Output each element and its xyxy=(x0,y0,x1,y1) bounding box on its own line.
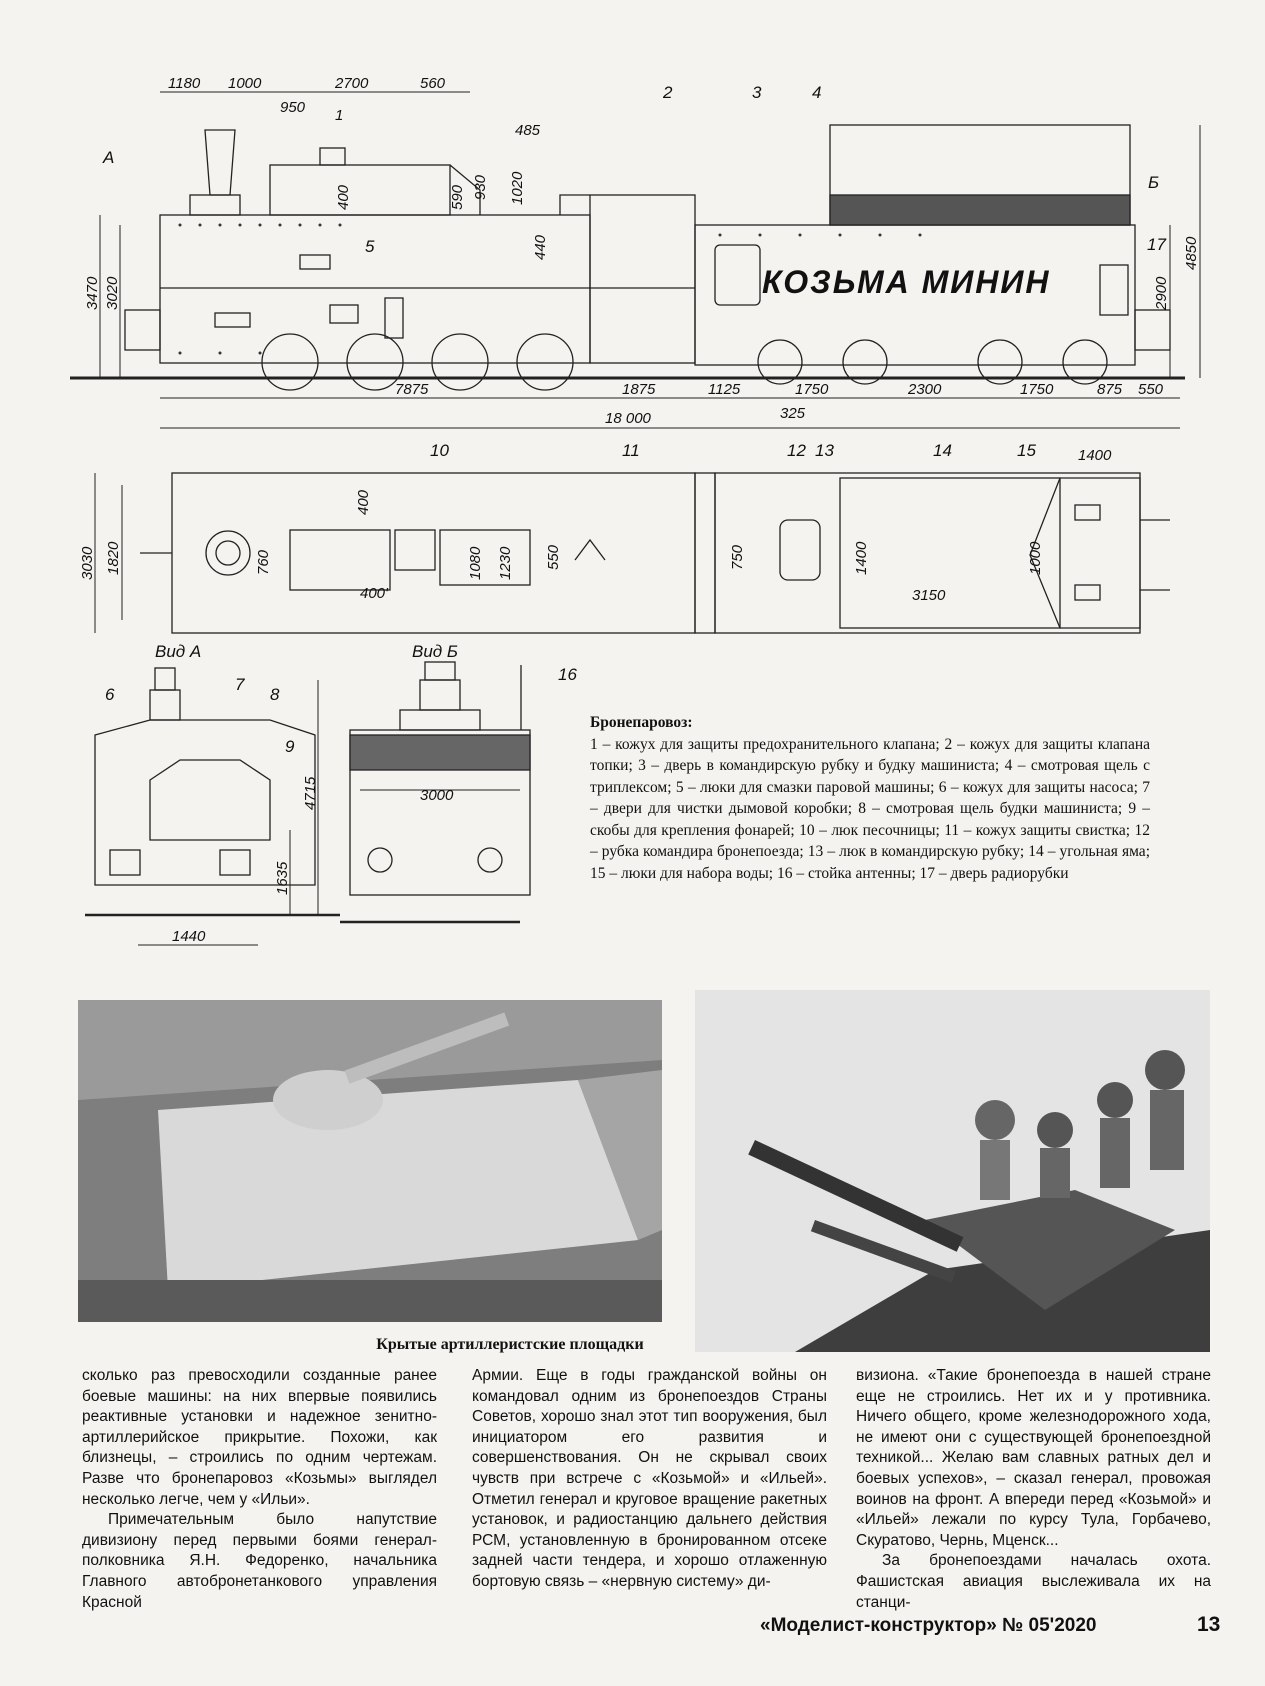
callout-3: 3 xyxy=(752,83,762,102)
page-number: 13 xyxy=(1197,1613,1221,1636)
dim-1020: 1020 xyxy=(509,171,526,205)
magazine-footer: «Моделист-конструктор» № 05'2020 xyxy=(760,1615,1097,1636)
dim-1125: 1125 xyxy=(708,381,741,398)
dim-1400-h: 1400 xyxy=(1078,447,1112,464)
dim-3030: 3030 xyxy=(79,546,96,580)
dim-7875: 7875 xyxy=(395,381,429,398)
photo-crew-turrets xyxy=(695,990,1210,1352)
dim-325: 325 xyxy=(780,405,806,422)
callout-2: 2 xyxy=(663,83,673,102)
side-view xyxy=(70,92,1200,428)
dim-1750b: 1750 xyxy=(1020,381,1054,398)
text-column-3 xyxy=(856,1366,1211,1613)
callout-6: 6 xyxy=(105,685,115,704)
dim-3470: 3470 xyxy=(84,276,101,310)
callout-17: 17 xyxy=(1147,235,1166,254)
dim-550: 550 xyxy=(1138,381,1164,398)
callout-15: 15 xyxy=(1017,441,1036,460)
callout-12: 12 xyxy=(787,441,806,460)
dim-1000: 1000 xyxy=(228,75,262,92)
dim-1080: 1080 xyxy=(467,546,484,580)
callout-11: 11 xyxy=(622,441,640,460)
dim-560: 560 xyxy=(420,75,446,92)
callout-13: 13 xyxy=(815,441,834,460)
view-b-title: Вид Б xyxy=(412,642,458,661)
text-column-1 xyxy=(82,1366,437,1613)
callout-14: 14 xyxy=(933,441,952,460)
dim-1440: 1440 xyxy=(172,928,206,945)
legend-title: Бронепаровоз: xyxy=(590,714,693,731)
dim-top-400: 400 xyxy=(355,489,372,515)
paragraph: Примечательным было напутствие дивизиону перед первыми боями генерал-полковника Я.Н. Федоренко, начальника Главного автобронетанкового управления Красной xyxy=(82,1511,437,1611)
dim-950: 950 xyxy=(280,99,306,116)
dim-3020: 3020 xyxy=(104,276,121,310)
paragraph: сколько раз превосходили созданные ранее боевые машины: на них впервые появились реактивные установки и надежное зенитно-артиллерийское прикрытие. Похожи, как близнецы, – строились по одним чертежам. Разве что бронепаровоз «Козьмы» выглядел несколько легче, чем у «Ильи». xyxy=(82,1367,437,1508)
dim-4715: 4715 xyxy=(302,776,319,810)
callout-9: 9 xyxy=(285,737,295,756)
paragraph: визиона. «Такие бронепоезда в нашей стране еще не строились. Нет их и у противника. Ничего общего, кроме железнодорожного хода, не имеют они с существующей бронепоездной техникой... Желаю вам славных ратных дел и боевых успехов», – сказал генерал, провожая воинов на фронт. А впереди перед «Козьмой» и «Ильей» лежали по курсу Тула, Горбачево, Скуратово, Чернь, Мценск... xyxy=(856,1367,1211,1549)
dim-1000: 1000 xyxy=(1027,541,1044,575)
dim-750: 750 xyxy=(729,544,746,570)
view-a-title: Вид А xyxy=(155,642,202,661)
dim-550-top: 550 xyxy=(545,544,562,570)
dim-1180: 1180 xyxy=(168,75,201,92)
paragraph: За бронепоездами началась охота. Фашистская авиация выслеживала их на станци- xyxy=(856,1552,1211,1611)
paragraph: Армии. Еще в годы гражданской войны он командовал одним из бронепоездов Страны Советов, хорошо знал этот тип вооружения, был инициатором его развития и совершенствования. Он не скрывал своих чувств при встрече с «Козьмой» и «Ильей». Отметил генерал и круговое вращение ракетных установок, и радиостанцию дальнего действия РСМ, установленную в бронированном отсеке задней части тендера, и хорошо отлаженную бортовую связь – «нервную систему» ди- xyxy=(472,1367,827,1590)
callout-16: 16 xyxy=(558,665,577,684)
dim-760: 760 xyxy=(255,549,272,575)
callout-8: 8 xyxy=(270,685,280,704)
callout-10: 10 xyxy=(430,441,449,460)
dim-4850: 4850 xyxy=(1183,236,1200,270)
text-column-2 xyxy=(472,1366,827,1593)
dim-1820: 1820 xyxy=(105,541,122,575)
section-a-label: А xyxy=(103,148,115,167)
callout-4: 4 xyxy=(812,83,822,102)
dim-1400-v: 1400 xyxy=(853,541,870,575)
dim-440: 440 xyxy=(532,234,549,260)
dim-485: 485 xyxy=(515,122,541,139)
legend xyxy=(590,712,1150,884)
callout-5: 5 xyxy=(365,237,375,256)
dim-total-length: 18 000 xyxy=(605,410,651,427)
dim-875: 875 xyxy=(1097,381,1123,398)
photo-caption: Крытые артиллеристские площадки xyxy=(376,1336,644,1353)
legend-text: 1 – кожух для защиты предохранительного клапана; 2 – кожух для защиты клапана топки; 3 – дверь в командирскую рубку и будку машиниста; 4 – смотровая щель с триплексом; 5 – люки для смазки паровой машины; 6 – кожух для защиты насоса; 7 – двери для чистки дымовой коробки; 8 – смотровая щель будки машиниста; 9 – скобы для крепления фонарей; 10 – люк песочницы; 11 – кожух защиты свистка; 12 – рубка командира бронепоезда; 13 – люк в командирскую рубку; 14 – угольная яма; 15 – люки для набора воды; 16 – стойка антенны; 17 – дверь радиорубки xyxy=(590,735,1150,882)
callout-1: 1 xyxy=(335,107,344,124)
loco-name-label: КОЗЬМА МИНИН xyxy=(762,264,1051,300)
photo-artillery-platforms xyxy=(78,1000,662,1322)
dim-1635: 1635 xyxy=(274,861,291,895)
dim-590: 590 xyxy=(449,184,466,210)
dim-930: 930 xyxy=(472,174,489,200)
dim-3000: 3000 xyxy=(420,787,454,804)
dim-400-prime: 400' xyxy=(360,585,388,602)
dim-3150: 3150 xyxy=(912,587,946,604)
callout-7: 7 xyxy=(235,675,245,694)
dim-2300: 2300 xyxy=(908,381,942,398)
dim-1230: 1230 xyxy=(497,546,514,580)
dim-2900: 2900 xyxy=(1153,276,1170,310)
dim-1875: 1875 xyxy=(622,381,656,398)
dim-1750a: 1750 xyxy=(795,381,829,398)
dim-400: 400 xyxy=(335,184,352,210)
dim-2700: 2700 xyxy=(335,75,369,92)
section-b-label: Б xyxy=(1148,173,1160,192)
